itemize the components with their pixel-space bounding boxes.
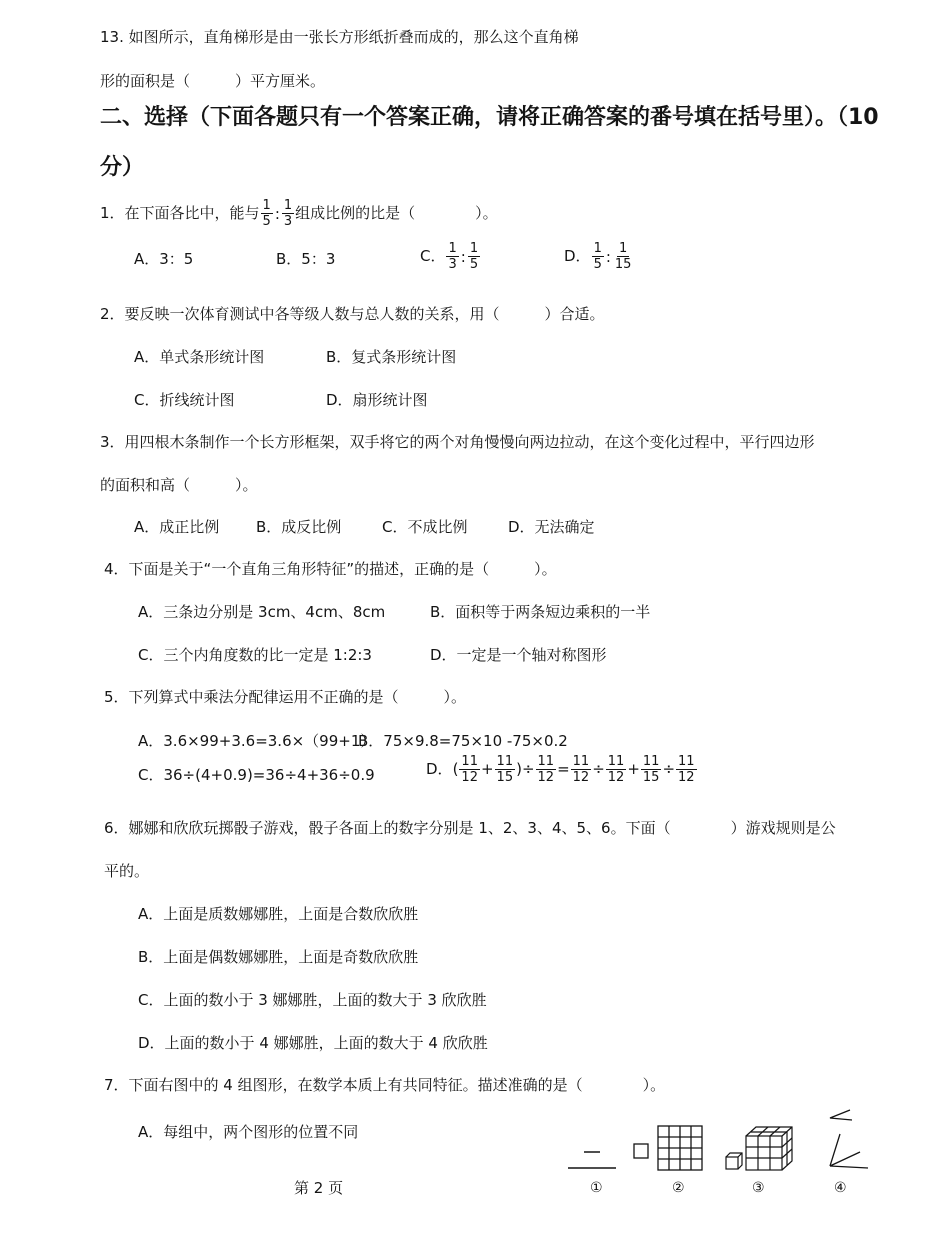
frac-num: 1: [262, 198, 271, 213]
q4-option-b: B．面积等于两条短边乘积的一半: [430, 603, 651, 621]
frac-num: 11: [461, 754, 478, 769]
figure-3-label: ③: [752, 1180, 765, 1196]
q6-option-d: D．上面的数小于 4 娜娜胜，上面的数大于 4 欣欣胜: [138, 1034, 488, 1052]
figure-4-label: ④: [834, 1180, 847, 1196]
question-3-line2: 的面积和高（ ）。: [100, 476, 258, 494]
op: ÷: [592, 760, 605, 778]
frac-num: 11: [496, 754, 514, 769]
frac-den: 12: [537, 770, 555, 785]
q6-option-b: B．上面是偶数娜娜胜，上面是奇数欣欣胜: [138, 948, 419, 966]
q3-option-a: A．成正比例: [134, 518, 220, 536]
op: +: [480, 760, 494, 778]
q6-option-a: A．上面是质数娜娜胜，上面是合数欣欣胜: [138, 905, 419, 923]
q3-option-d: D．无法确定: [508, 518, 595, 536]
q7-figures: [560, 1100, 880, 1180]
question-5: 5．下列算式中乘法分配律运用不正确的是（ ）。: [104, 688, 467, 706]
frac-den: 5: [469, 257, 479, 272]
question-2: 2．要反映一次体育测试中各等级人数与总人数的关系，用（ ）合适。: [100, 305, 605, 323]
q5-option-d: [426, 752, 698, 786]
op: ÷: [662, 760, 676, 778]
figure-3-cubes: [726, 1127, 792, 1170]
question-1: [100, 197, 498, 230]
q1-option-d: D． $\frac{1}{5}$ : $\frac{1}{15}$: [564, 241, 632, 272]
q1-option-d-label: D．: [564, 247, 591, 265]
frac-den: 15: [496, 770, 514, 785]
q1-option-c-label: C．: [420, 247, 446, 265]
q3-option-b: B．成反比例: [256, 518, 342, 536]
q2-option-b: B．复式条形统计图: [326, 348, 457, 366]
figure-2-label: ②: [672, 1180, 685, 1196]
frac-num: 11: [572, 754, 590, 769]
frac-den: 12: [678, 770, 695, 785]
q2-option-d: D．扇形统计图: [326, 391, 428, 409]
frac-den: 15: [642, 770, 660, 785]
q5-option-d-label: D．: [426, 760, 453, 778]
q4-option-c: C．三个内角度数的比一定是 1:2:3: [138, 646, 372, 664]
figure-4-angles: [830, 1110, 868, 1168]
frac-num: 1: [448, 241, 457, 256]
q4-option-d: D．一定是一个轴对称图形: [430, 646, 607, 664]
q1-option-b: B．5：3: [276, 250, 336, 268]
q1-prefix: 1．在下面各比中，能与: [100, 204, 260, 222]
frac-num: 11: [678, 754, 695, 769]
q6-option-c: C．上面的数小于 3 娜娜胜，上面的数大于 3 欣欣胜: [138, 991, 487, 1009]
paren: ): [516, 760, 522, 778]
q2-option-c: C．折线统计图: [134, 391, 235, 409]
frac-num: 1: [469, 241, 479, 256]
q13-line2: 形的面积是（ ）平方厘米。: [100, 72, 326, 90]
frac-num: 11: [607, 754, 625, 769]
question-6-line1: 6．娜娜和欣欣玩掷骰子游戏，骰子各面上的数字分别是 1、2、3、4、5、6。下面（ ）游戏规则是公: [104, 819, 836, 837]
frac-den: 3: [448, 257, 457, 272]
page-number: 第 2 页: [294, 1179, 344, 1197]
q1-suffix: 组成比例的比是（ ）。: [295, 204, 498, 222]
q5-option-b: B．75×9.8=75×10 -75×0.2: [358, 732, 568, 750]
question-4: 4．下面是关于“一个直角三角形特征”的描述，正确的是（ ）。: [104, 560, 557, 578]
q13-line1: 13. 如图所示，直角梯形是由一张长方形纸折叠而成的，那么这个直角梯: [100, 28, 579, 46]
frac-den: 3: [283, 214, 293, 229]
frac-num: 1: [283, 198, 293, 213]
section-heading-line1: 二、选择（下面各题只有一个答案正确，请将正确答案的番号填在括号里）。（10: [100, 105, 879, 130]
q5-option-a: A．3.6×99+3.6=3.6×（99+1）: [138, 732, 376, 750]
frac-num: 1: [619, 241, 628, 256]
frac-den: 5: [593, 257, 602, 272]
frac-den: 12: [607, 770, 625, 785]
section-heading-line2: 分）: [100, 155, 145, 180]
q7-option-a: A．每组中，两个图形的位置不同: [138, 1123, 359, 1141]
op: +: [627, 760, 640, 778]
figure-1-label: ①: [590, 1180, 603, 1196]
frac-num: 11: [642, 754, 660, 769]
frac-den: 5: [262, 214, 271, 229]
op: ÷: [521, 760, 535, 778]
frac-den: 12: [461, 770, 478, 785]
question-7: 7．下面右图中的 4 组图形，在数学本质上有共同特征。描述准确的是（ ）。: [104, 1076, 666, 1094]
op: =: [557, 760, 570, 778]
q4-option-a: A．三条边分别是 3cm、4cm、8cm: [138, 603, 386, 621]
q2-option-a: A．单式条形统计图: [134, 348, 265, 366]
q1-option-a: A．3：5: [134, 250, 194, 268]
frac-num: 1: [593, 241, 602, 256]
frac-den: 12: [572, 770, 590, 785]
q3-option-c: C．不成比例: [382, 518, 468, 536]
figure-2-squares: [634, 1126, 702, 1170]
figure-1-lines: [568, 1152, 616, 1168]
q1-ratio: $\frac{1}{5}$ : $\frac{1}{3}$: [262, 198, 293, 229]
q1-option-c: C． $\frac{1}{3}$ : $\frac{1}{5}$: [420, 241, 479, 272]
frac-num: 11: [537, 754, 555, 769]
question-3-line1: 3．用四根木条制作一个长方形框架，双手将它的两个对角慢慢向两边拉动，在这个变化过程中，平行四边形: [100, 433, 815, 451]
frac-den: 15: [614, 257, 632, 272]
question-6-line2: 平的。: [104, 862, 150, 880]
q5-option-c: C．36÷(4+0.9)=36÷4+36÷0.9: [138, 766, 375, 784]
paren: (: [452, 760, 459, 778]
